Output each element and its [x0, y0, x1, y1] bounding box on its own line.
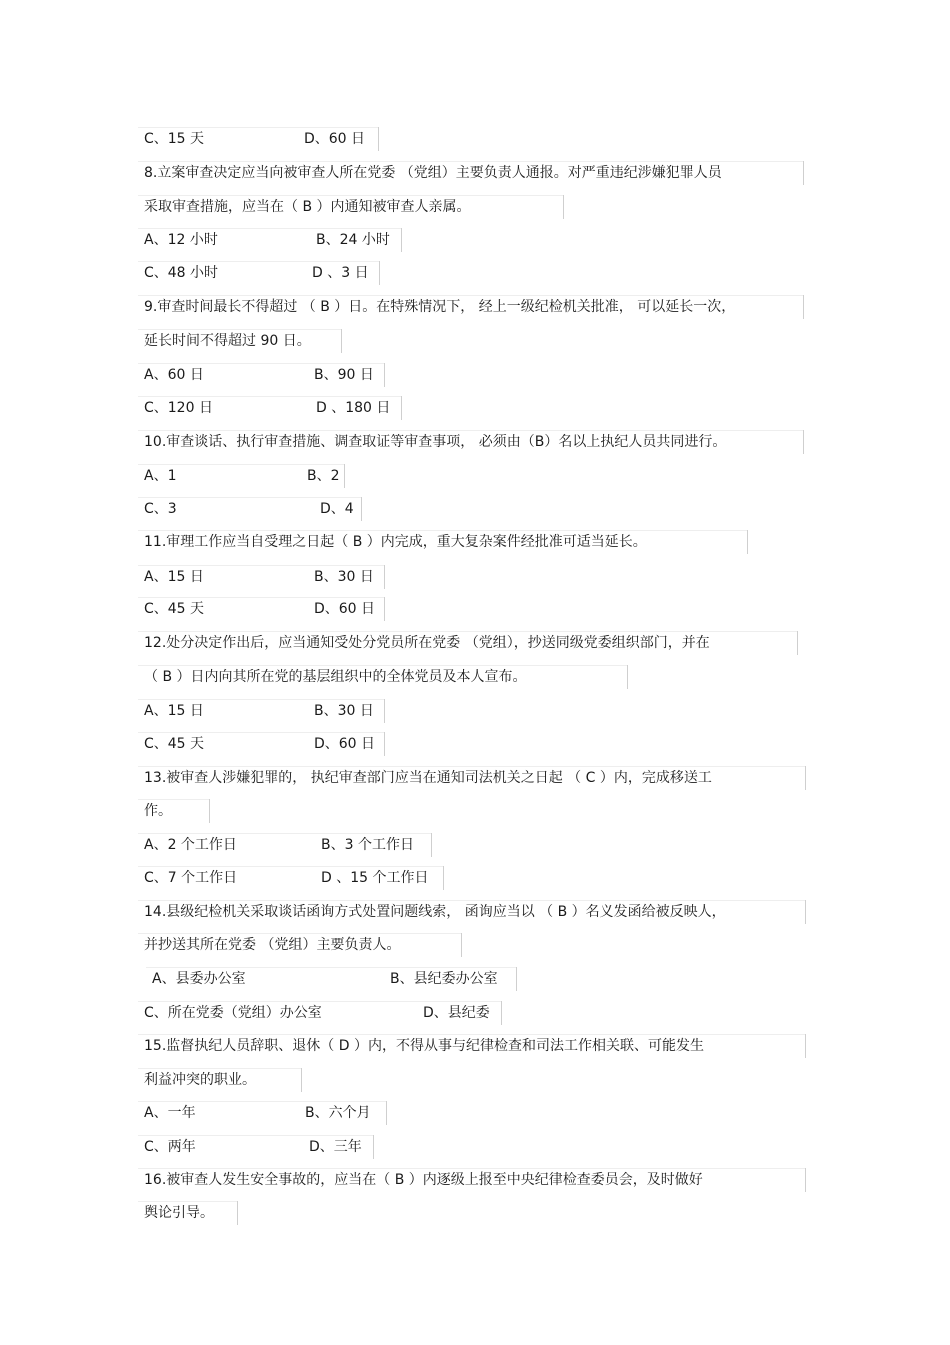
options-line — [144, 1135, 366, 1159]
options-line — [144, 565, 377, 589]
question-16-line-1: 16.被审查人发生安全事故的，应当在（ B ）内逐级上报至中央纪律检查委员会，及时做好 — [144, 1168, 798, 1192]
question-12-line-1: 12.处分决定作出后，应当通知受处分党员所在党委 （党组），抄送同级党委组织部门，并在 — [144, 631, 790, 655]
option-a: A、一年 — [144, 1105, 196, 1121]
options-line — [144, 732, 377, 756]
options-line — [144, 497, 354, 521]
option-a: A、1 — [144, 468, 177, 484]
option-b: B、24 小时 — [316, 232, 390, 248]
options-line — [144, 1001, 494, 1025]
question-8-line-1: 8.立案审查决定应当向被审查人所在党委 （党组）主要负责人通报。对严重违纪涉嫌犯罪人员 — [144, 161, 796, 185]
option-b: B、30 日 — [314, 703, 374, 719]
option-b: B、2 — [307, 468, 340, 484]
option-c: C、所在党委（党组）办公室 — [144, 1005, 322, 1021]
question-8-line-2: 采取审查措施，应当在（ B ）内通知被审查人亲属。 — [144, 195, 556, 219]
options-line — [144, 1101, 379, 1125]
options-line — [144, 699, 377, 723]
question-13-line-1: 13.被审查人涉嫌犯罪的， 执纪审查部门应当在通知司法机关之日起 （ C ）内，完成移送工 — [144, 766, 798, 790]
option-d: D、县纪委 — [423, 1005, 490, 1021]
options-line — [144, 228, 394, 252]
option-c: C、15 天 — [144, 131, 205, 147]
option-b: B、90 日 — [314, 367, 374, 383]
options-line — [144, 127, 371, 151]
option-c: C、两年 — [144, 1139, 196, 1155]
options-line — [144, 396, 394, 420]
question-16-line-2: 舆论引导。 — [144, 1201, 230, 1225]
question-15-line-1: 15.监督执纪人员辞职、退休（ D ）内，不得从事与纪律检查和司法工作相关联、可能发生 — [144, 1034, 798, 1058]
option-d: D 、180 日 — [316, 400, 391, 416]
options-line — [144, 261, 372, 285]
option-d: D、60 日 — [314, 601, 376, 617]
question-9-line-1: 9.审查时间最长不得超过 （ B ）日。在特殊情况下， 经上一级纪检机关批准， 可以延长一次， — [144, 295, 796, 319]
question-9-line-2: 延长时间不得超过 90 日。 — [144, 329, 334, 353]
option-d: D 、15 个工作日 — [321, 870, 429, 886]
option-b: B、30 日 — [314, 569, 374, 585]
option-d: D 、3 日 — [312, 265, 369, 281]
option-c: C、120 日 — [144, 400, 213, 416]
options-line — [144, 464, 340, 488]
options-line — [144, 363, 377, 387]
option-c: C、48 小时 — [144, 265, 219, 281]
question-14-line-2: 并抄送其所在党委 （党组）主要负责人。 — [144, 933, 454, 957]
options-line — [144, 866, 436, 890]
option-d: D、60 日 — [304, 131, 366, 147]
option-c: C、3 — [144, 501, 177, 517]
question-14-line-1: 14.县级纪检机关采取谈话函询方式处置问题线索， 函询应当以 （ B ）名义发函给被反映人， — [144, 900, 798, 924]
option-d: D、三年 — [309, 1139, 362, 1155]
option-a: A、15 日 — [144, 569, 204, 585]
option-c: C、7 个工作日 — [144, 870, 238, 886]
option-c: C、45 天 — [144, 601, 205, 617]
question-15-line-2: 利益冲突的职业。 — [144, 1068, 294, 1092]
options-line — [152, 967, 509, 991]
option-d: D、60 日 — [314, 736, 376, 752]
option-a: A、县委办公室 — [152, 971, 246, 987]
options-line — [144, 597, 377, 621]
option-b: B、3 个工作日 — [321, 837, 414, 853]
question-10-line-1: 10.审查谈话、执行审查措施、调查取证等审查事项， 必须由（B）名以上执纪人员共同进行。 — [144, 430, 796, 454]
option-a: A、12 小时 — [144, 232, 218, 248]
question-12-line-2: （ B ）日内向其所在党的基层组织中的全体党员及本人宣布。 — [144, 665, 620, 689]
question-11-line-1: 11.审理工作应当自受理之日起（ B ）内完成，重大复杂案件经批准可适当延长。 — [144, 530, 740, 554]
option-a: A、2 个工作日 — [144, 837, 237, 853]
option-a: A、15 日 — [144, 703, 204, 719]
option-b: B、县纪委办公室 — [390, 971, 498, 987]
option-c: C、45 天 — [144, 736, 205, 752]
option-b: B、六个月 — [305, 1105, 371, 1121]
option-a: A、60 日 — [144, 367, 204, 383]
option-d: D、4 — [320, 501, 354, 517]
options-line — [144, 833, 424, 857]
question-13-line-2: 作。 — [144, 799, 202, 823]
